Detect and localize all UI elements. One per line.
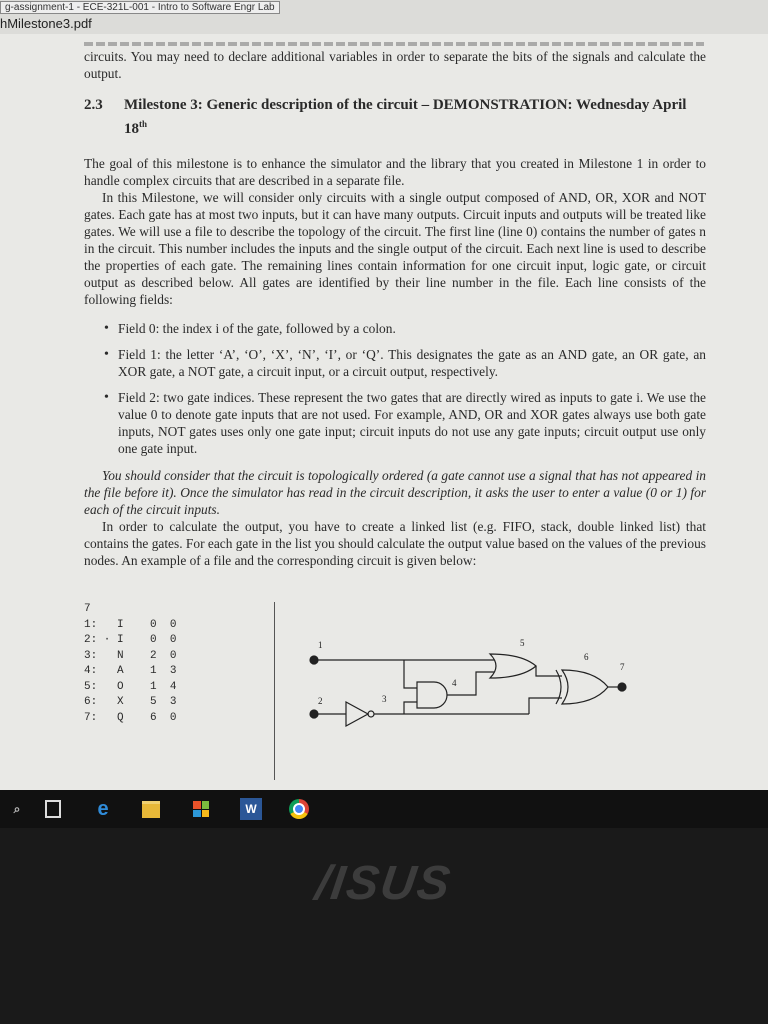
task-view-icon[interactable] [42, 798, 64, 820]
label-node-3: 3 [382, 694, 387, 704]
netlist-row: 4: A 1 3 [84, 665, 177, 677]
paragraph-milestone: In this Milestone, we will consider only circuits with a single output composed of AND, OR, XOR and NOT gates. Each gate has at most two inputs, but it can have many outputs. Circuit inputs and outputs will be treated like gates. We will use a file to describe the topology of the circuit. The first line (line 0) contains the number of gates n in the circuit. This number includes the inputs and the single output of the circuit. Each next line is used to describe the properties of each gate. The remaining lines contain information for one circuit input, logic gate, or circuit output as described below. All gates are identified by their line number in the file. Each line consists of the following fields: [84, 190, 706, 307]
netlist-row: 5: O 1 4 [84, 680, 177, 693]
browser-tab[interactable] [0, 2, 280, 13]
output-terminal [618, 683, 626, 691]
and-gate [417, 682, 447, 708]
chrome-icon[interactable] [288, 798, 310, 820]
cut-off-text-line [84, 42, 704, 46]
netlist-row: 7: Q 6 0 [84, 711, 177, 724]
label-node-7: 7 [620, 662, 625, 672]
paragraph-topological: You should consider that the circuit is topologically ordered (a gate cannot use a signal that has not appeared in the file before it). Once the simulator has read in the circuit description, it asks the user to enter a value (0 or 1) for each of the circuit inputs. [84, 468, 706, 517]
xor-gate-back [556, 670, 561, 704]
label-node-4: 4 [452, 678, 457, 688]
field-list [84, 320, 706, 457]
paragraph-goal: The goal of this milestone is to enhance the simulator and the library that you created in Milestone 1 in order to handle complex circuits that are described in a separate file. [84, 156, 706, 188]
label-node-1: 1 [318, 640, 323, 650]
tab-title[interactable]: g-assignment-1 - ECE-321L-001 - Intro to Software Engr Lab [0, 1, 280, 14]
edge-browser-icon[interactable]: e [97, 797, 109, 820]
label-node-5: 5 [520, 638, 525, 648]
list-item: • Field 0: the index i of the gate, followed by a colon. [84, 320, 706, 337]
label-node-6: 6 [584, 652, 589, 662]
netlist-row: 6: X 5 3 [84, 696, 177, 708]
example-figure [84, 602, 704, 782]
or-gate [490, 654, 536, 678]
search-icon[interactable]: ⌕ [13, 801, 21, 816]
wire-not-to-xor [529, 698, 562, 714]
section-title-sup: th [139, 119, 148, 129]
paragraph-linked-list: In order to calculate the output, you have to create a linked list (e.g. FIFO, stack, double linked list) that contains the gates. For each gate in the list you should calculate the output value based on the values of the previous nodes. An example of a file and the corresponding circuit is given below: [84, 519, 706, 568]
section-title: Milestone 3: Generic description of the circuit – DEMONSTRATION: Wednesday April 18th [124, 97, 687, 137]
wire-input1-to-and [404, 660, 417, 688]
file-name: hMilestone3.pdf [0, 16, 92, 31]
label-node-2: 2 [318, 696, 323, 706]
example-file-listing [84, 602, 176, 726]
intro-tail-paragraph: circuits. You may need to declare additional variables in order to separate the bits of the signals and calculate the output. [84, 49, 706, 81]
document-page [84, 48, 706, 569]
xor-gate [562, 670, 608, 704]
asus-logo: /ISUS [312, 857, 456, 910]
not-gate [346, 702, 368, 726]
netlist-row: 1: I 0 0 [84, 618, 177, 631]
list-item: • Field 1: the letter ‘A’, ‘O’, ‘X’, ‘N’, ‘I’, or ‘Q’. This designates the gate as an AND gate, an OR gate, an XOR gate, a NOT gate, a circuit input, or a circuit output, respectively. [84, 346, 706, 380]
section-heading [84, 96, 706, 139]
netlist-row: 3: N 2 0 [84, 649, 177, 662]
file-explorer-icon[interactable] [140, 798, 162, 820]
wire-not-to-and [404, 702, 417, 714]
section-number: 2.3 [84, 97, 103, 113]
list-item: • Field 2: two gate indices. These represent the two gates that are directly wired as inputs to gate i. We use the value 0 to denote gate inputs that are not used. For example, AND, OR and XOR gates always use both gate inputs, NOT gates uses only one gate input; circuit inputs do not use any gate inputs; circuit output use only one gate input. [84, 389, 706, 457]
figure-separator [274, 602, 275, 780]
word-icon[interactable]: W [240, 798, 262, 820]
circuit-diagram [294, 622, 634, 742]
window-titlebar [0, 0, 768, 34]
windows-taskbar [0, 790, 768, 828]
store-icon[interactable] [190, 798, 212, 820]
netlist-row: 2: · I 0 0 [84, 634, 177, 646]
netlist-count: 7 [84, 603, 91, 615]
